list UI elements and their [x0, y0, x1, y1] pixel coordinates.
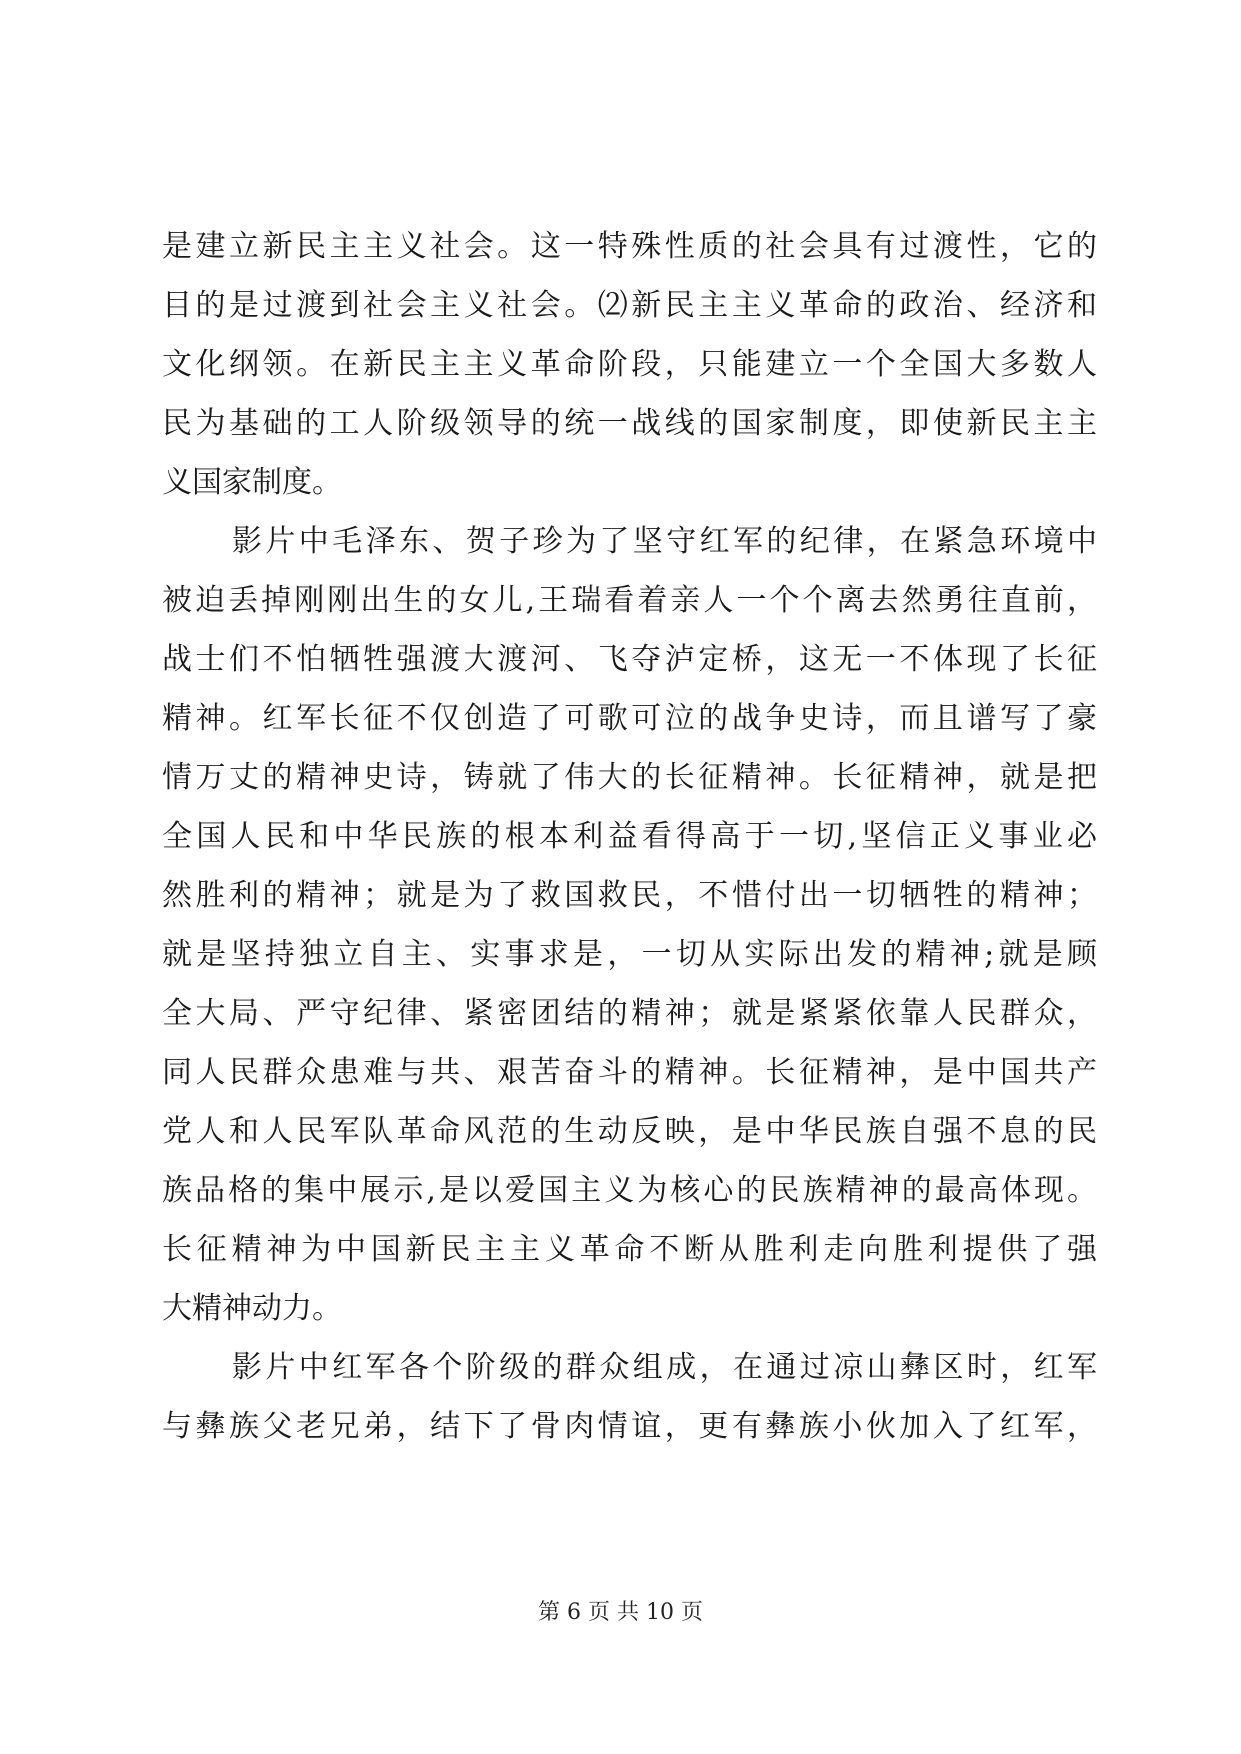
text-line: 然胜利的精神；就是为了救国救民，不惜付出一切牺牲的精神；	[162, 878, 1097, 913]
text-line: 族品格的集中展示,是以爱国主义为核心的民族精神的最高体现。	[162, 1173, 1097, 1208]
text-line: 党人和人民军队革命风范的生动反映，是中华民族自强不息的民	[162, 1114, 1097, 1149]
text-line: 与彝族父老兄弟，结下了骨肉情谊，更有彝族小伙加入了红军，	[162, 1409, 1097, 1444]
text-line: 义国家制度。	[162, 465, 342, 500]
paragraph-3	[162, 1348, 1097, 1447]
paragraph-2	[162, 522, 1097, 1329]
document-body	[162, 227, 1097, 1466]
text-line: 民为基础的工人阶级领导的统一战线的国家制度，即使新民主主	[162, 406, 1097, 441]
text-line: 战士们不怕牺牲强渡大渡河、飞夺泸定桥，这无一不体现了长征	[162, 642, 1097, 677]
paragraph-1	[162, 227, 1097, 503]
text-line: 情万丈的精神史诗，铸就了伟大的长征精神。长征精神，就是把	[162, 760, 1097, 795]
text-line: 被迫丢掉刚刚出生的女儿,王瑞看着亲人一个个离去然勇往直前，	[162, 583, 1097, 618]
text-line: 长征精神为中国新民主主义革命不断从胜利走向胜利提供了强	[162, 1232, 1097, 1267]
text-line: 影片中毛泽东、贺子珍为了坚守红军的纪律，在紧急环境中	[232, 524, 1097, 559]
text-line: 大精神动力。	[162, 1291, 342, 1326]
text-line: 同人民群众患难与共、艰苦奋斗的精神。长征精神，是中国共产	[162, 1055, 1097, 1090]
text-line: 就是坚持独立自主、实事求是，一切从实际出发的精神;就是顾	[162, 937, 1097, 972]
text-line: 影片中红军各个阶级的群众组成，在通过凉山彝区时，红军	[232, 1350, 1097, 1385]
text-line: 精神。红军长征不仅创造了可歌可泣的战争史诗，而且谱写了豪	[162, 701, 1097, 736]
page-footer: 第 6 页 共 10 页	[538, 1600, 703, 1625]
text-line: 目的是过渡到社会主义社会。⑵新民主主义革命的政治、经济和	[162, 288, 1097, 323]
text-line: 全国人民和中华民族的根本利益看得高于一切,坚信正义事业必	[162, 819, 1097, 854]
text-line: 全大局、严守纪律、紧密团结的精神；就是紧紧依靠人民群众，	[162, 996, 1097, 1031]
text-line: 文化纲领。在新民主主义革命阶段，只能建立一个全国大多数人	[162, 347, 1097, 382]
text-line: 是建立新民主主义社会。这一特殊性质的社会具有过渡性，它的	[162, 229, 1097, 264]
